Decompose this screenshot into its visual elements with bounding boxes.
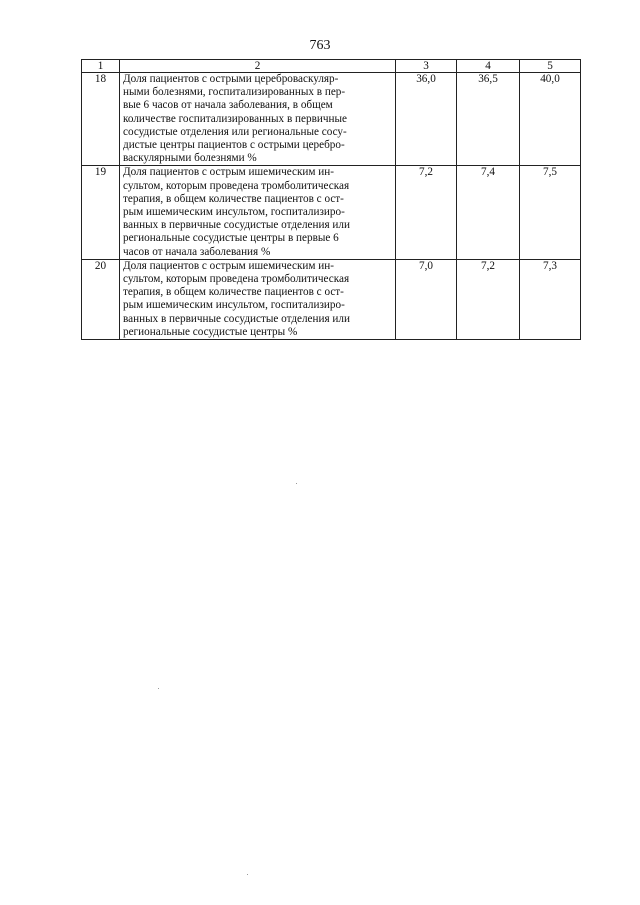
row-number: 19 — [82, 166, 120, 259]
row-number: 18 — [82, 73, 120, 166]
row-value-5: 7,3 — [520, 259, 581, 339]
header-col-1: 1 — [82, 60, 120, 73]
row-description: Доля пациентов с острым ишемическим ин- сультом, которым проведена тромболитическая терапия, в общем количестве пациентов с ост- рым ишемическим инсультом, госпитализиро- ванных в первичные сосудистые отделения или региональные сосудистые центры в первые 6 часов от начала заболевания % — [120, 166, 396, 259]
row-value-3: 36,0 — [396, 73, 457, 166]
indicators-table — [81, 59, 581, 340]
row-value-4: 36,5 — [457, 73, 520, 166]
header-col-5: 5 — [520, 60, 581, 73]
row-value-5: 40,0 — [520, 73, 581, 166]
scan-speck — [158, 688, 159, 689]
row-value-3: 7,2 — [396, 166, 457, 259]
scan-speck — [296, 483, 297, 484]
row-number: 20 — [82, 259, 120, 339]
row-value-3: 7,0 — [396, 259, 457, 339]
page-number: 763 — [309, 38, 331, 53]
table-row — [82, 259, 581, 339]
header-col-4: 4 — [457, 60, 520, 73]
header-col-3: 3 — [396, 60, 457, 73]
row-value-4: 7,2 — [457, 259, 520, 339]
row-description: Доля пациентов с острыми цереброваскуляр- ными болезнями, госпитализированных в пер- вые 6 часов от начала заболевания, в общем количестве госпитализированных в первичные сосудистые отделения или региональные сосу- дистые центры пациентов с острыми церебро- васкулярными болезнями % — [120, 73, 396, 166]
table-row — [82, 166, 581, 259]
row-value-4: 7,4 — [457, 166, 520, 259]
scan-speck — [247, 874, 248, 875]
row-value-5: 7,5 — [520, 166, 581, 259]
row-description: Доля пациентов с острым ишемическим ин- сультом, которым проведена тромболитическая терапия, в общем количестве пациентов с ост- рым ишемическим инсультом, госпитализиро- ванных в первичные сосудистые отделения или региональные сосудистые центры % — [120, 259, 396, 339]
header-col-2: 2 — [120, 60, 396, 73]
table-row — [82, 73, 581, 166]
table-header-row — [82, 60, 581, 73]
